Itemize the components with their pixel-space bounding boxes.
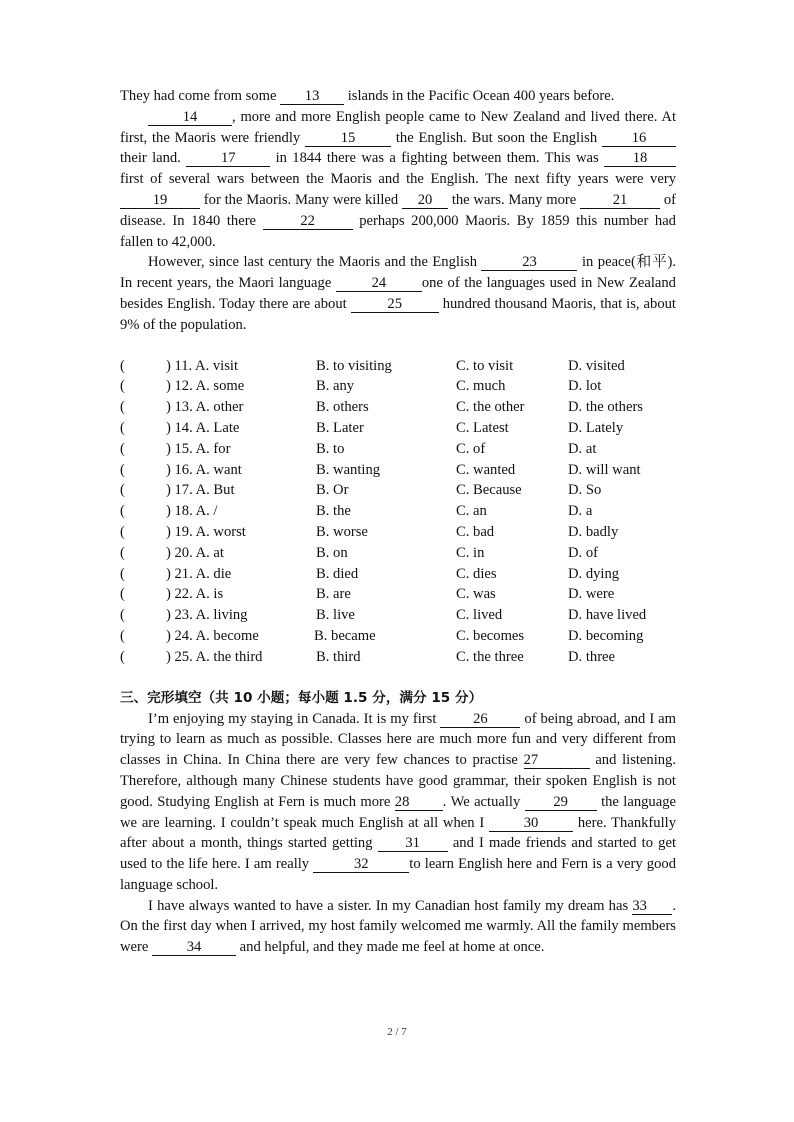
option-c[interactable]: C. dies — [456, 565, 497, 582]
option-b[interactable]: B. live — [316, 607, 355, 624]
option-c[interactable]: C. an — [456, 503, 487, 520]
text-run: in 1844 there was a fighting between them. This was — [275, 150, 599, 167]
blank-22[interactable]: 22 — [263, 213, 353, 230]
blank-16[interactable]: 16 — [602, 130, 676, 147]
passage-paragraph-2 — [120, 107, 676, 253]
blank-21[interactable]: 21 — [580, 192, 660, 209]
option-d[interactable]: D. Lately — [568, 419, 624, 436]
text-run: to learn English here and Fern is a very good language school. — [120, 856, 676, 893]
question-16 — [120, 460, 676, 481]
question-17 — [120, 480, 676, 501]
option-b[interactable]: B. died — [316, 565, 359, 582]
question-13 — [120, 397, 676, 418]
option-c[interactable]: C. becomes — [456, 627, 525, 644]
answer-bracket[interactable]: ( — [120, 586, 125, 603]
option-a[interactable]: ) 15. A. for — [166, 440, 231, 457]
question-18 — [120, 501, 676, 522]
option-c[interactable]: C. in — [456, 544, 485, 561]
text-run: . We actually — [442, 793, 521, 810]
blank-27[interactable]: 27 — [524, 752, 590, 769]
option-a[interactable]: ) 23. A. living — [166, 607, 248, 624]
option-a[interactable]: ) 12. A. some — [166, 378, 245, 395]
blank-30[interactable]: 30 — [489, 815, 573, 832]
option-b[interactable]: B. to visiting — [316, 357, 392, 374]
option-d[interactable]: D. dying — [568, 565, 620, 582]
cloze-paragraph-1 — [120, 709, 676, 896]
answer-options — [120, 356, 676, 668]
question-19 — [120, 522, 676, 543]
text-run: , more and more English people came to New Zealand and lived there. At first, the Maoris were friendly — [120, 108, 676, 146]
option-a[interactable]: ) 11. A. visit — [166, 357, 239, 374]
option-c[interactable]: C. Because — [456, 482, 522, 499]
option-d[interactable]: D. badly — [568, 523, 619, 540]
option-a[interactable]: ) 21. A. die — [166, 565, 232, 582]
option-a[interactable]: ) 25. A. the third — [166, 648, 263, 665]
option-d[interactable]: D. have lived — [568, 607, 647, 624]
text-run: and I made friends and started to get used to the life here. I am really — [120, 835, 676, 873]
answer-bracket[interactable]: ( — [120, 565, 125, 582]
blank-14[interactable]: 14 — [148, 109, 232, 126]
answer-bracket[interactable]: ( — [120, 648, 125, 665]
blank-15[interactable]: 15 — [305, 130, 391, 147]
text-run: . On the first day when I arrived, my host family welcomed me warmly. All the family members were — [120, 897, 676, 956]
blank-23[interactable]: 23 — [481, 254, 577, 271]
option-c[interactable]: C. bad — [456, 523, 495, 540]
question-12 — [120, 376, 676, 397]
answer-bracket[interactable]: ( — [120, 607, 125, 624]
blank-25[interactable]: 25 — [351, 296, 439, 313]
option-c[interactable]: C. wanted — [456, 461, 516, 478]
question-20 — [120, 543, 676, 564]
text-run: and listening. Therefore, although many Chinese students have good grammar, their spoken English is not good. Studying English at Fern is much more — [120, 752, 677, 810]
text-run: the English. But soon the English — [395, 129, 598, 146]
blank-32[interactable]: 32 — [313, 856, 409, 873]
text-run: However, since last century the Maoris and the English — [148, 254, 477, 271]
question-15 — [120, 439, 676, 460]
option-b[interactable]: B. Later — [316, 419, 364, 436]
option-d[interactable]: D. the others — [568, 399, 643, 416]
blank-34[interactable]: 34 — [152, 939, 236, 956]
option-c[interactable]: C. to visit — [456, 357, 514, 374]
blank-31[interactable]: 31 — [378, 835, 448, 852]
question-22 — [120, 584, 676, 605]
text-run: of being abroad, and I am trying to learn as much as possible. Classes here are much more fun and very different from classes in China. In China there are very few chances to practise — [120, 710, 677, 769]
option-d[interactable]: D. of — [568, 544, 598, 561]
option-c[interactable]: C. was — [456, 586, 496, 603]
blank-24[interactable]: 24 — [336, 275, 422, 292]
blank-28[interactable]: 28 — [395, 794, 443, 811]
text-run: perhaps 200,000 Maoris. By 1859 this number had fallen to 42,000. — [120, 212, 676, 250]
option-d[interactable]: D. were — [568, 586, 615, 603]
option-a[interactable]: ) 24. A. become — [166, 627, 259, 644]
option-d[interactable]: D. visited — [568, 357, 625, 374]
option-d[interactable]: D. three — [568, 648, 616, 665]
answer-bracket[interactable]: ( — [120, 523, 125, 540]
blank-33[interactable]: 33 — [632, 898, 672, 915]
answer-bracket[interactable]: ( — [120, 419, 125, 436]
blank-26[interactable]: 26 — [440, 711, 520, 728]
text-run: their land. — [120, 150, 181, 167]
question-23 — [120, 605, 676, 626]
option-d[interactable]: D. a — [568, 503, 593, 520]
option-a[interactable]: ) 19. A. worst — [166, 523, 246, 540]
question-21 — [120, 564, 676, 585]
text-run: islands in the Pacific Ocean 400 years before. — [347, 88, 615, 104]
option-c[interactable]: C. of — [456, 440, 486, 457]
cloze-paragraph-2 — [120, 896, 676, 958]
passage-paragraph-3 — [120, 252, 676, 335]
document-page — [120, 86, 676, 958]
option-a[interactable]: ) 13. A. other — [166, 399, 244, 416]
section-title-cloze: 三、完形填空（共 10 小题；每小题 1.5 分，满分 15 分） — [120, 689, 483, 706]
option-c[interactable]: C. Latest — [456, 419, 509, 436]
blank-13[interactable]: 13 — [280, 88, 344, 105]
blank-29[interactable]: 29 — [525, 794, 597, 811]
option-b[interactable]: B. became — [314, 627, 376, 644]
answer-bracket[interactable]: ( — [120, 357, 125, 374]
text-run: for the Maoris. Many were killed — [203, 191, 399, 208]
answer-bracket[interactable]: ( — [120, 627, 125, 644]
text-run: the language we are learning. I couldn’t speak much English at all when I — [120, 793, 676, 831]
option-d[interactable]: D. lot — [568, 378, 602, 395]
option-a[interactable]: ) 16. A. want — [166, 461, 242, 478]
text-run: one of the languages used in New Zealand besides English. Today there are about — [120, 275, 676, 312]
option-b[interactable]: B. on — [316, 544, 348, 561]
answer-bracket[interactable]: ( — [120, 399, 125, 416]
page-number: 2 / 7 — [387, 1026, 407, 1038]
question-14 — [120, 418, 676, 439]
option-c[interactable]: C. much — [456, 378, 506, 395]
passage-paragraph-1 — [120, 86, 676, 107]
text-run: of disease. In 1840 there — [120, 191, 677, 229]
blank-18[interactable]: 18 — [604, 150, 676, 167]
answer-bracket[interactable]: ( — [120, 503, 125, 520]
text-run: and helpful, and they made me feel at home at once. — [239, 939, 545, 956]
option-b[interactable]: B. are — [316, 586, 351, 603]
option-b[interactable]: B. wanting — [316, 461, 381, 478]
option-b[interactable]: B. third — [316, 648, 361, 665]
option-a[interactable]: ) 14. A. Late — [166, 419, 240, 436]
option-d[interactable]: D. So — [568, 482, 602, 499]
text-run: hundred thousand Maoris, that is, about 9% of the population. — [120, 295, 676, 333]
option-b[interactable]: B. to — [316, 440, 345, 457]
option-c[interactable]: C. the other — [456, 399, 525, 416]
text-run: in peace(和平). In recent years, the Maori language — [120, 254, 677, 292]
option-c[interactable]: C. lived — [456, 607, 503, 624]
option-b[interactable]: B. the — [316, 503, 351, 520]
text-run: first of several wars between the Maoris and the English. The next fifty years were very — [120, 171, 676, 188]
question-11 — [120, 356, 676, 377]
answer-bracket[interactable]: ( — [120, 461, 125, 478]
text-run: here. Thankfully after about a month, things started getting — [120, 814, 676, 852]
option-b[interactable]: B. others — [316, 399, 369, 416]
option-a[interactable]: ) 18. A. / — [166, 503, 218, 520]
answer-bracket[interactable]: ( — [120, 440, 125, 457]
option-b[interactable]: B. worse — [316, 523, 368, 540]
option-a[interactable]: ) 17. A. But — [166, 482, 235, 499]
option-a[interactable]: ) 22. A. is — [166, 586, 224, 603]
text-run: They had come from some — [120, 88, 277, 104]
option-c[interactable]: C. the three — [456, 648, 524, 665]
option-d[interactable]: D. becoming — [568, 627, 644, 644]
question-24 — [120, 626, 676, 647]
option-a[interactable]: ) 20. A. at — [166, 544, 224, 561]
answer-bracket[interactable]: ( — [120, 482, 125, 499]
text-run: I’m enjoying my staying in Canada. It is my first — [148, 710, 437, 727]
blank-17[interactable]: 17 — [186, 150, 270, 167]
answer-bracket[interactable]: ( — [120, 378, 125, 395]
option-d[interactable]: D. at — [568, 440, 597, 457]
question-25 — [120, 647, 676, 668]
option-b[interactable]: B. any — [316, 378, 355, 395]
option-b[interactable]: B. Or — [316, 482, 349, 499]
text-run: I have always wanted to have a sister. In my Canadian host family my dream has — [148, 897, 629, 914]
blank-20[interactable]: 20 — [402, 192, 448, 209]
answer-bracket[interactable]: ( — [120, 544, 125, 561]
option-d[interactable]: D. will want — [568, 461, 641, 478]
blank-19[interactable]: 19 — [120, 192, 200, 209]
text-run: the wars. Many more — [451, 191, 577, 208]
